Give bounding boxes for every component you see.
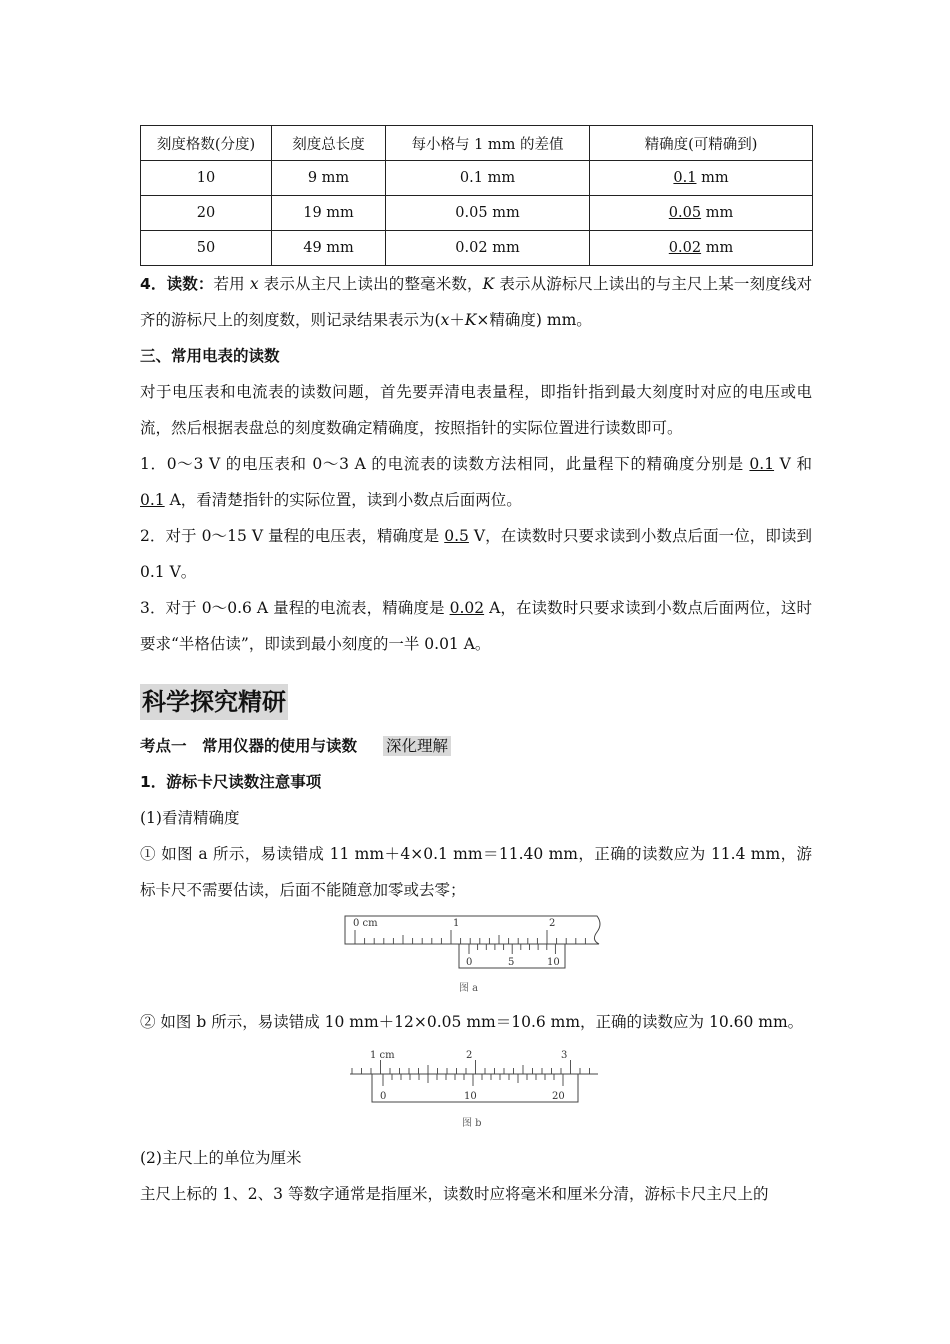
section-main-title: 科学探究精研 (140, 684, 288, 720)
vernier-label-5: 5 (508, 957, 515, 968)
table-cell: 0.02 mm (386, 231, 590, 266)
table-row (141, 196, 813, 231)
point-tag: 深化理解 (383, 736, 451, 756)
table-header-cell: 每小格与 1 mm 的差值 (386, 126, 590, 161)
text-run: 1．0～3 V 的电压表和 0～3 A 的电流表的读数方法相同，此量程下的精确度分别是 (140, 455, 750, 473)
text-run: ×精确度) mm。 (476, 311, 592, 329)
table-cell (590, 161, 813, 196)
table-header-row (141, 126, 813, 161)
table-cell: 19 mm (272, 196, 386, 231)
precision-unit: mm (696, 170, 729, 186)
sub1-title: 1．游标卡尺读数注意事项 (140, 773, 322, 791)
underlined-value: 0.1 (749, 455, 775, 473)
table-cell: 0.1 mm (386, 161, 590, 196)
main-label-2: 2 (466, 1050, 473, 1061)
formula-k: K (464, 311, 477, 329)
table-header-cell: 刻度总长度 (272, 126, 386, 161)
vernier-label-20: 20 (552, 1091, 565, 1102)
main-label-1: 1 (453, 918, 460, 929)
underlined-value: 0.1 (140, 491, 165, 509)
text-run: A，看清楚指针的实际位置，读到小数点后面两位。 (164, 491, 522, 509)
para-c: 主尺上标的 1、2、3 等数字通常是指厘米，读数时应将毫米和厘米分清，游标卡尺主尺上的 (140, 1185, 769, 1203)
section3-item2 (140, 518, 812, 590)
main-label-1cm: 1 cm (370, 1050, 395, 1061)
table-header-cell: 精确度(可精确到) (590, 126, 813, 161)
text-run: 若用 (213, 275, 250, 293)
para-a: ① 如图 a 所示，易读错成 11 mm＋4×0.1 mm＝11.40 mm，正确的读数应为 11.4 mm，游标卡尺不需要估读，后面不能随意加零或去零； (140, 845, 812, 899)
text-run: V 和 (774, 455, 812, 473)
vernier-label-10: 10 (464, 1091, 477, 1102)
precision-value: 0.02 (668, 240, 702, 256)
table-cell: 50 (141, 231, 272, 266)
vernier-caliper-a (341, 914, 611, 996)
figure-b-caption: 图 b (462, 1118, 482, 1129)
text-run: ＋ (449, 311, 465, 329)
underlined-value: 0.5 (444, 527, 469, 545)
main-label-3: 3 (561, 1050, 568, 1061)
table-row (141, 231, 813, 266)
table-cell: 9 mm (272, 161, 386, 196)
var-x: x (249, 275, 259, 293)
text-run: 表示从游标尺上读出的与主尺上某一刻度线对齐的游标尺上的刻度数，则记录结果表示为( (140, 275, 812, 329)
sub1-1: (1)看清精确度 (140, 809, 240, 827)
table-cell (590, 196, 813, 231)
precision-unit: mm (701, 240, 734, 256)
precision-value: 0.1 (673, 170, 697, 186)
main-scale-body (345, 916, 600, 944)
page-content (140, 125, 812, 1212)
table-row (141, 161, 813, 196)
section3-intro: 对于电压表和电流表的读数问题，首先要弄清电表量程，即指针指到最大刻度时对应的电压或电流，然后根据表盘总的刻度数确定精确度，按照指针的实际位置进行读数即可。 (140, 383, 812, 437)
vernier-spec-table (140, 125, 813, 266)
vernier-label-0: 0 (380, 1091, 387, 1102)
table-header-cell: 刻度格数(分度) (141, 126, 272, 161)
main-label-0: 0 cm (353, 918, 378, 929)
vernier-caliper-b (346, 1046, 606, 1132)
precision-unit: mm (701, 205, 734, 221)
text-run: A，在读数时只要求读到小数点后面两位，这时要求“半格估读”，即读到最小刻度的一半 0.01 A。 (140, 599, 813, 653)
section3-item3 (140, 590, 812, 662)
figure-a (140, 914, 812, 1000)
var-k: K (482, 275, 495, 293)
underlined-value: 0.02 (449, 599, 485, 617)
precision-value: 0.05 (668, 205, 702, 221)
table-cell: 0.05 mm (386, 196, 590, 231)
para-b: ② 如图 b 所示，易读错成 10 mm＋12×0.05 mm＝10.6 mm，正确的读数应为 10.60 mm。 (140, 1013, 804, 1031)
table-cell: 20 (141, 196, 272, 231)
table-cell: 10 (141, 161, 272, 196)
figure-a-caption: 图 a (459, 983, 479, 994)
table-cell (590, 231, 813, 266)
text-run: 2．对于 0～15 V 量程的电压表，精确度是 (140, 527, 445, 545)
text-run: 表示从主尺上读出的整毫米数， (258, 275, 483, 293)
point-title-line (140, 728, 812, 764)
formula-x: x (440, 311, 450, 329)
vernier-label-10: 10 (547, 957, 560, 968)
reading-paragraph (140, 266, 812, 338)
reading-label: 4．读数： (140, 275, 214, 293)
figure-b (140, 1046, 812, 1136)
table-cell: 49 mm (272, 231, 386, 266)
main-label-2: 2 (549, 918, 556, 929)
vernier-label-0: 0 (466, 957, 473, 968)
text-run: V，在读数时只要求读到小数点后面一位，即读到 0.1 V。 (140, 527, 812, 581)
text-run: 3．对于 0～0.6 A 量程的电流表，精确度是 (140, 599, 450, 617)
section3-title: 三、常用电表的读数 (140, 347, 280, 365)
point-title: 考点一 常用仪器的使用与读数 (140, 737, 358, 755)
section3-item1 (140, 446, 812, 518)
sub1-2: (2)主尺上的单位为厘米 (140, 1149, 302, 1167)
